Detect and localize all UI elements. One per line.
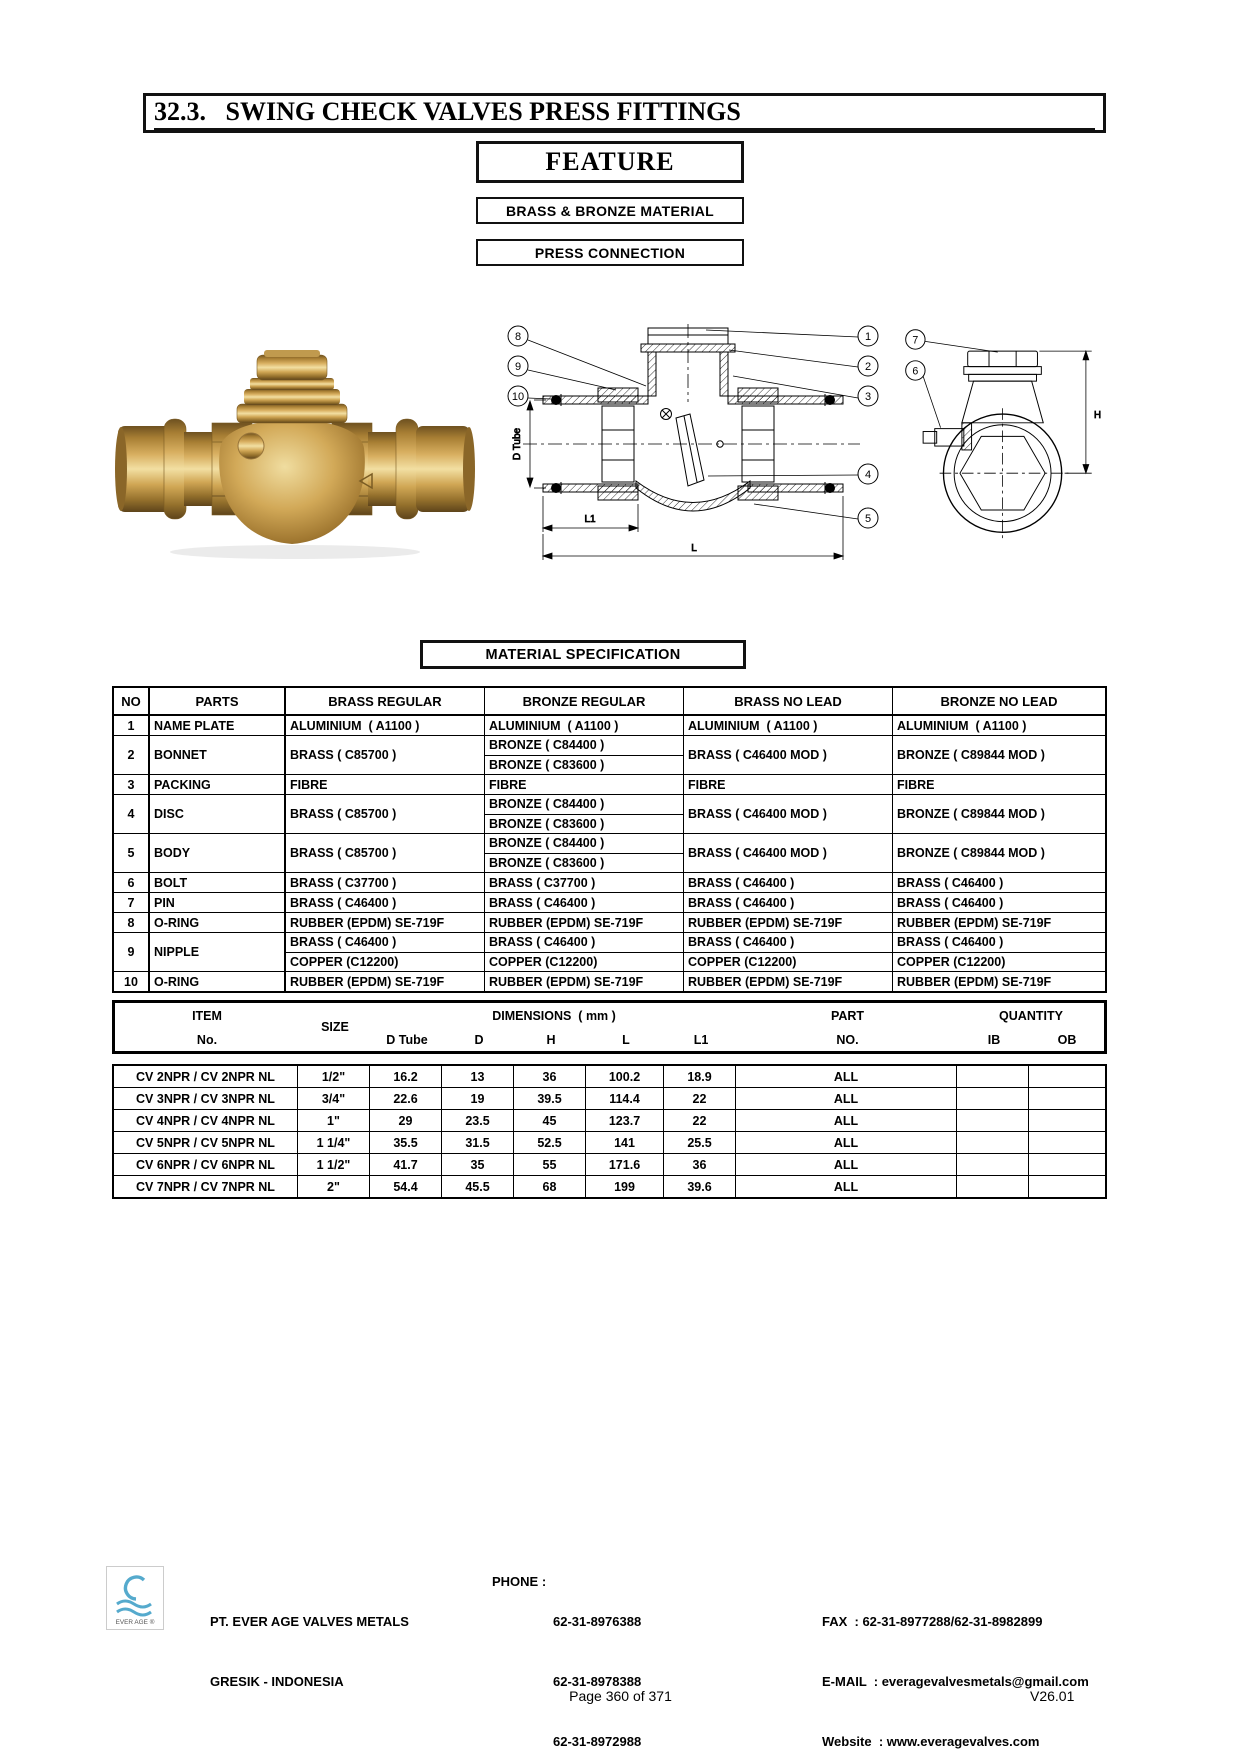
- dim-label-d-tube: D Tube: [512, 427, 523, 461]
- page-title: 32.3. SWING CHECK VALVES PRESS FITTINGS: [154, 96, 1095, 130]
- material-row: 5 BODY BRASS ( C85700 ) BRONZE ( C84400 ) BRONZE ( C83600 ) BRASS ( C46400 MOD ) BRONZE ( C89844 MOD ): [114, 834, 1105, 873]
- body-shell-section: [636, 481, 750, 511]
- email-line: E-MAIL : everagevalvesmetals@gmail.com: [822, 1674, 1089, 1689]
- photo-plug: [238, 433, 264, 459]
- version-label: V26.01: [1030, 1688, 1075, 1704]
- material-table-header: [114, 688, 1105, 716]
- material-row: 6 BOLT BRASS ( C37700 ) BRASS ( C37700 ) BRASS ( C46400 ) BRASS ( C46400 ): [114, 873, 1105, 893]
- material-row: 3 PACKING FIBRE FIBRE FIBRE FIBRE: [114, 775, 1105, 795]
- col-header-size: SIZE: [321, 1020, 349, 1034]
- material-row: 9 NIPPLE BRASS ( C46400 ) COPPER (C12200) BRASS ( C46400 ) COPPER (C12200) BRASS ( C46400 ) COPPER (C12200) BRASS ( C46400 ) COPPER (C12200): [114, 933, 1105, 972]
- svg-text:10: 10: [511, 391, 525, 403]
- material-specification-label: MATERIAL SPECIFICATION: [485, 646, 681, 663]
- connection-banner: [476, 239, 744, 266]
- svg-text:7: 7: [912, 334, 919, 347]
- company-name: PT. EVER AGE VALVES METALS: [210, 1614, 409, 1629]
- col-header-part: PART: [830, 1008, 865, 1023]
- dim-l1: [543, 496, 638, 532]
- photo-shadow: [170, 545, 420, 559]
- dim-label-l: L: [691, 543, 697, 554]
- col-header-ib: IB: [987, 1032, 1001, 1047]
- nipple-section: [598, 388, 638, 402]
- phone-number-1: 62-31-8976388: [553, 1614, 642, 1629]
- svg-text:8: 8: [514, 331, 522, 343]
- dimensions-table-body: [112, 1064, 1107, 1199]
- dimension-row: CV 7NPR / CV 7NPR NL 2" 54.4 45.5 68 199 39.6 ALL: [114, 1176, 1105, 1197]
- logo-text: EVER AGE ®: [115, 1619, 155, 1626]
- col-header-quantity: QUANTITY: [999, 1008, 1063, 1023]
- col-header-brass-regular: BRASS REGULAR: [286, 688, 485, 714]
- col-header-no: NO: [114, 688, 150, 714]
- material-row: 1 NAME PLATE ALUMINIUM ( A1100 ) ALUMINIUM ( A1100 ) ALUMINIUM ( A1100 ) ALUMINIUM ( A1100 ): [114, 716, 1105, 736]
- col-header-d-tube: D Tube: [386, 1032, 428, 1047]
- website-line: Website : www.everagevalves.com: [822, 1734, 1040, 1749]
- svg-text:9: 9: [514, 361, 522, 373]
- o-ring-mark: [552, 396, 561, 405]
- col-header-brass-no-lead: BRASS NO LEAD: [684, 688, 893, 714]
- svg-text:4: 4: [864, 469, 872, 481]
- svg-text:6: 6: [912, 365, 919, 378]
- dim-h: [1039, 351, 1101, 473]
- photo-bonnet: [237, 350, 347, 423]
- fax-line: FAX : 62-31-8977288/62-31-8982899: [822, 1614, 1043, 1629]
- material-row: 8 O-RING RUBBER (EPDM) SE-719F RUBBER (EPDM) SE-719F RUBBER (EPDM) SE-719F RUBBER (EPDM) SE-719F: [114, 913, 1105, 933]
- col-header-item: ITEM: [192, 1008, 222, 1023]
- dim-label-h: H: [1094, 409, 1102, 421]
- bonnet-section: [648, 352, 656, 396]
- bolt-side: [935, 429, 964, 446]
- dimensions-table-header: [112, 1000, 1107, 1054]
- side-view-drawing: [896, 322, 1114, 574]
- col-header-parts: PARTS: [150, 688, 286, 714]
- dimension-row: CV 2NPR / CV 2NPR NL 1/2" 16.2 13 36 100.2 18.9 ALL: [114, 1066, 1105, 1088]
- section-title-box: [143, 93, 1106, 133]
- col-header-bronze-no-lead: BRONZE NO LEAD: [940, 693, 1058, 709]
- col-header-l: L: [622, 1032, 630, 1047]
- material-specification-banner: [420, 640, 746, 669]
- dimension-row: CV 3NPR / CV 3NPR NL 3/4" 22.6 19 39.5 114.4 22 ALL: [114, 1088, 1105, 1110]
- svg-text:5: 5: [864, 513, 872, 525]
- svg-text:2: 2: [864, 361, 872, 373]
- connection-banner-label: PRESS CONNECTION: [534, 244, 686, 261]
- disc-section: [676, 414, 704, 486]
- phone-label: PHONE :: [492, 1574, 547, 1589]
- col-header-d: D: [474, 1032, 484, 1047]
- col-header-part-no: NO.: [836, 1032, 859, 1047]
- col-header-h: H: [546, 1032, 556, 1047]
- dimension-row: CV 5NPR / CV 5NPR NL 1 1/4" 35.5 31.5 52.5 141 25.5 ALL: [114, 1132, 1105, 1154]
- phone-number-2: 62-31-8978388: [553, 1674, 642, 1689]
- material-row: 4 DISC BRASS ( C85700 ) BRONZE ( C84400 ) BRONZE ( C83600 ) BRASS ( C46400 MOD ) BRONZE ( C89844 MOD ): [114, 795, 1105, 834]
- col-header-bronze-regular: BRONZE REGULAR: [485, 688, 684, 714]
- feature-banner: [476, 141, 744, 183]
- section-view-drawing: [498, 322, 886, 578]
- dimension-row: CV 6NPR / CV 6NPR NL 1 1/2" 41.7 35 55 171.6 36 ALL: [114, 1154, 1105, 1176]
- col-header-item-no: No.: [196, 1032, 218, 1047]
- phone-number-3: 62-31-8972988: [553, 1734, 642, 1749]
- page-number: Page 360 of 371: [569, 1688, 672, 1704]
- svg-text:1: 1: [864, 331, 872, 343]
- material-banner-label: BRASS & BRONZE MATERIAL: [505, 202, 715, 219]
- company-logo: [106, 1566, 164, 1630]
- company-info: [210, 1572, 409, 1732]
- dimension-row: CV 4NPR / CV 4NPR NL 1" 29 23.5 45 123.7 22 ALL: [114, 1110, 1105, 1132]
- material-table-body: [114, 716, 1105, 991]
- cap-side: [968, 351, 1038, 367]
- product-photo: [110, 328, 482, 562]
- material-banner: [476, 197, 744, 224]
- col-header-dimensions: DIMENSIONS ( mm ): [492, 1008, 616, 1023]
- material-row: 7 PIN BRASS ( C46400 ) BRASS ( C46400 ) BRASS ( C46400 ) BRASS ( C46400 ): [114, 893, 1105, 913]
- material-row: 2 BONNET BRASS ( C85700 ) BRONZE ( C84400 ) BRONZE ( C83600 ) BRASS ( C46400 MOD ) BRONZE ( C89844 MOD ): [114, 736, 1105, 775]
- col-header-l1: L1: [693, 1032, 709, 1047]
- svg-text:3: 3: [864, 391, 872, 403]
- company-location: GRESIK - INDONESIA: [210, 1674, 344, 1689]
- col-header-ob: OB: [1057, 1032, 1077, 1047]
- fax-email-block: [822, 1572, 1089, 1754]
- material-row: 10 O-RING RUBBER (EPDM) SE-719F RUBBER (EPDM) SE-719F RUBBER (EPDM) SE-719F RUBBER (EPDM) SE-719F: [114, 972, 1105, 991]
- dim-label-l1: L1: [584, 514, 596, 525]
- feature-label: FEATURE: [545, 147, 675, 176]
- phone-numbers: [553, 1572, 641, 1754]
- material-table: [112, 686, 1107, 993]
